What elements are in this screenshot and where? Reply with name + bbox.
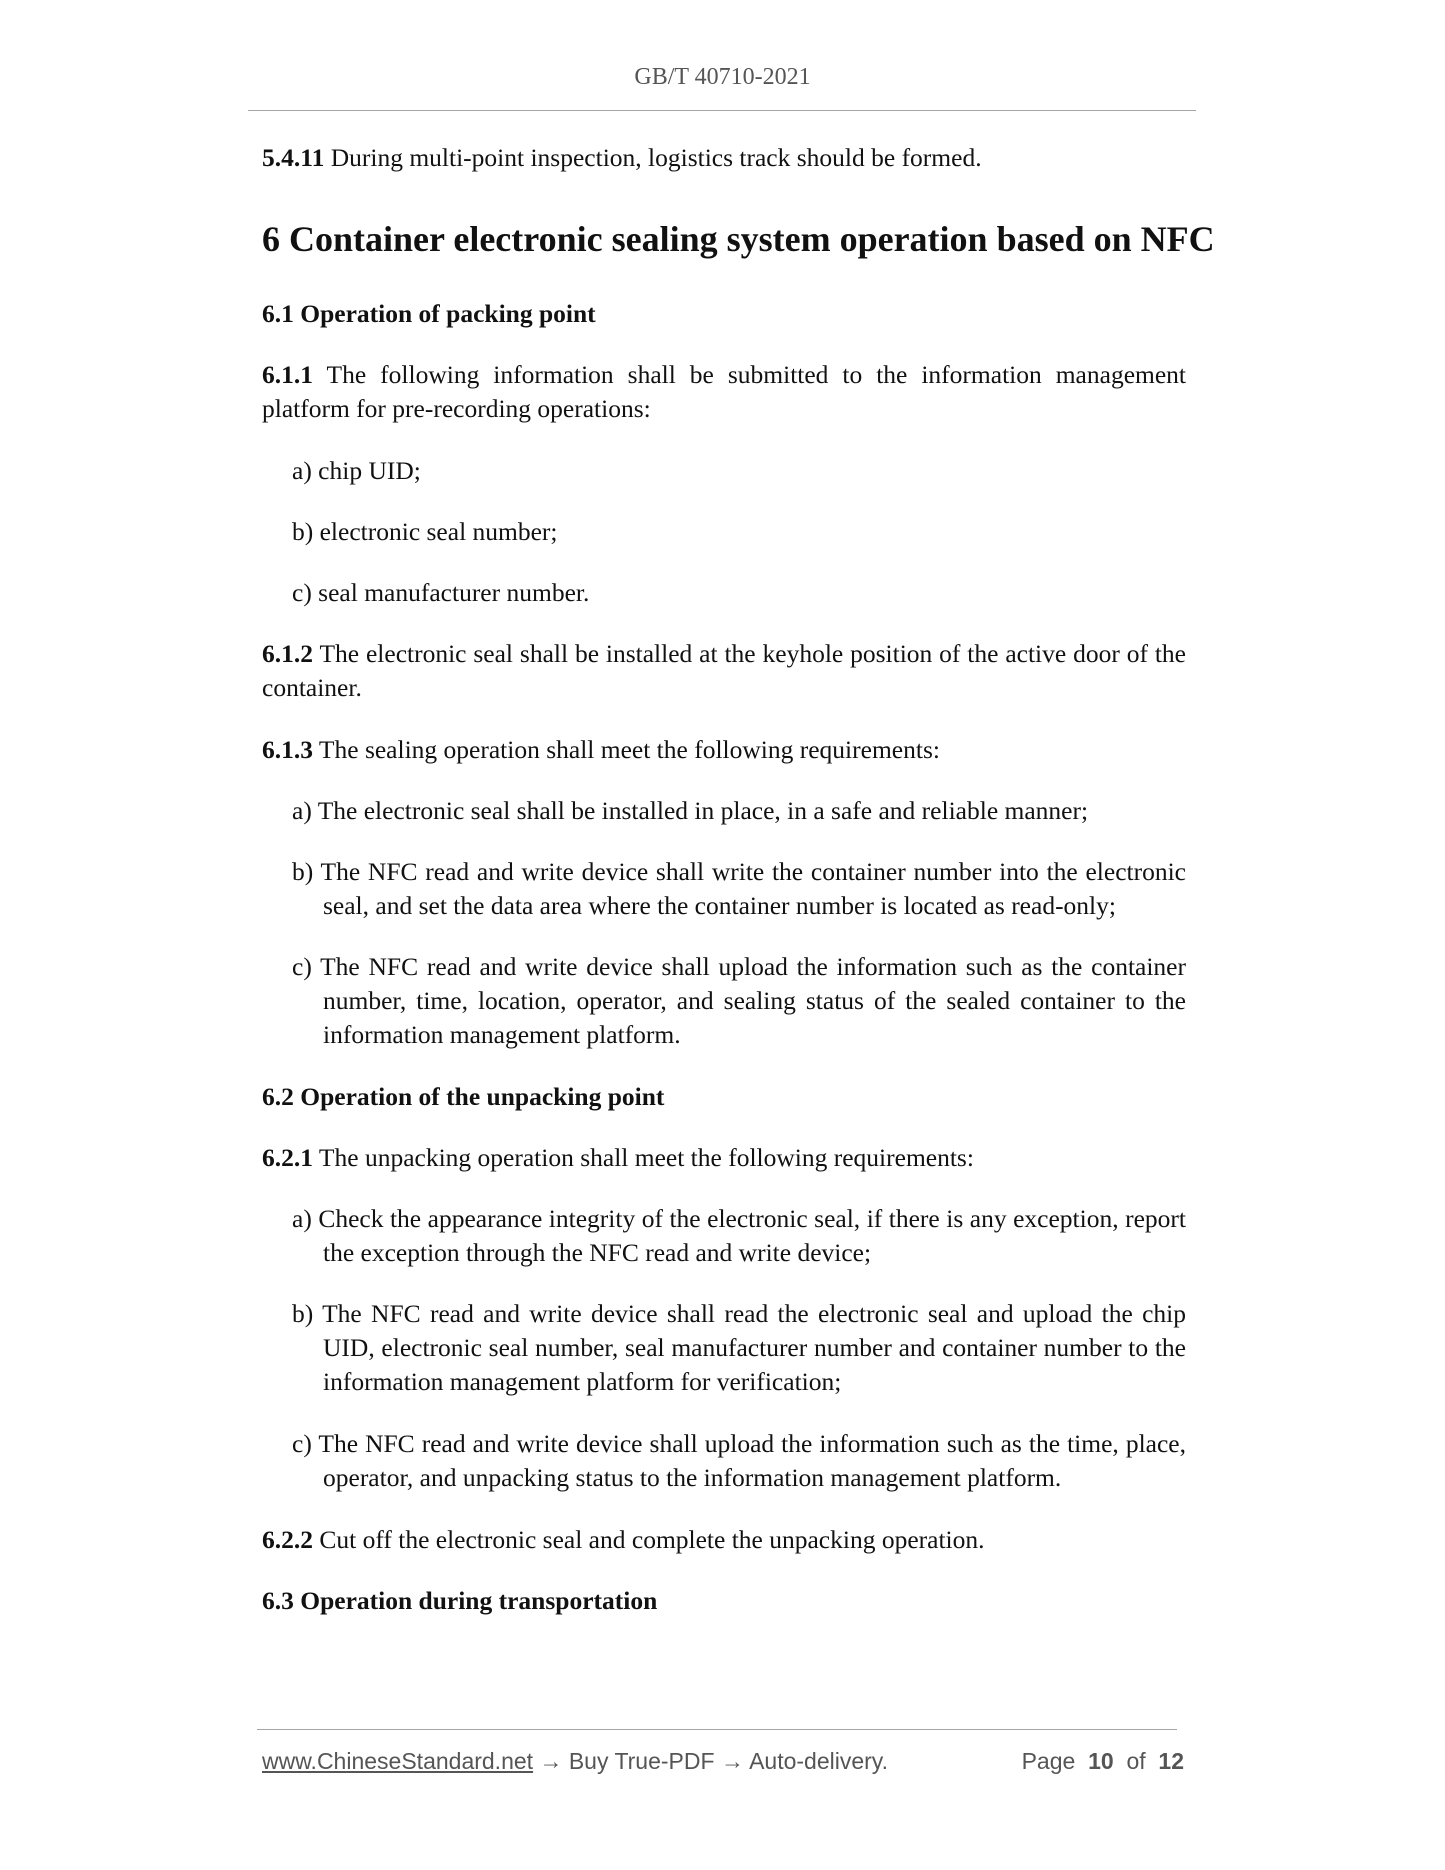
section-6-heading: 6 Container electronic sealing system operation based on NFC [262, 219, 1215, 259]
clause-6-1-2 [262, 637, 1186, 705]
section-6-2-heading: 6.2 Operation of the unpacking point [262, 1082, 665, 1111]
list-item: b) The NFC read and write device shall write the container number into the electronic seal, and set the data area where the container number is located as read-only; [292, 857, 1186, 920]
clause-number: 5.4.11 [262, 143, 325, 172]
header-divider [248, 110, 1196, 111]
arrow-icon: → [533, 1748, 569, 1774]
clause-6-1-1 [262, 358, 1186, 426]
list-item: c) The NFC read and write device shall upload the information such as the time, place, operator, and unpacking status to the information management platform. [292, 1429, 1186, 1492]
page-indicator [1022, 1748, 1184, 1775]
of-label: of [1126, 1748, 1146, 1774]
clause-text: During multi-point inspection, logistics track should be formed. [330, 143, 982, 172]
list-item: c) seal manufacturer number. [292, 578, 590, 607]
section-6-1-heading: 6.1 Operation of packing point [262, 299, 596, 328]
clause-text: The electronic seal shall be installed at the keyhole position of the active door of the container. [262, 639, 1187, 702]
clause-number: 6.1.3 [262, 735, 313, 764]
site-link[interactable]: www.ChineseStandard.net [262, 1748, 534, 1774]
clause-text: The sealing operation shall meet the following requirements: [318, 735, 940, 764]
clause-text: The unpacking operation shall meet the following requirements: [318, 1143, 974, 1172]
list-item: a) The electronic seal shall be installed in place, in a safe and reliable manner; [292, 796, 1089, 825]
clause-text: The following information shall be submitted to the information management platform for pre-recording operations: [262, 360, 1186, 423]
page-number: 10 [1088, 1748, 1114, 1774]
clause-6-2-1 [262, 1141, 1186, 1175]
clause-number: 6.2.2 [262, 1525, 313, 1554]
list-item: c) The NFC read and write device shall upload the information such as the container number, time, location, operator, and sealing status of the sealed container to the information management platform. [292, 952, 1186, 1049]
document-code: GB/T 40710-2021 [634, 64, 811, 90]
list-item: a) Check the appearance integrity of the electronic seal, if there is any exception, report the exception through the NFC read and write device; [292, 1204, 1186, 1267]
delivery-text: Auto-delivery. [749, 1748, 888, 1774]
clause-6-2-2 [262, 1523, 1186, 1557]
page-total: 12 [1158, 1748, 1184, 1774]
footer-divider [257, 1729, 1177, 1730]
list-item: b) The NFC read and write device shall read the electronic seal and upload the chip UID, electronic seal number, seal manufacturer number and container number to the information management platform for verification; [292, 1299, 1186, 1396]
buy-text: Buy True-PDF [568, 1748, 715, 1774]
clause-number: 6.2.1 [262, 1143, 313, 1172]
section-6-3-heading: 6.3 Operation during transportation [262, 1586, 658, 1615]
page-footer [262, 1748, 1184, 1782]
page-label: Page [1021, 1748, 1076, 1774]
arrow-icon: → [714, 1748, 750, 1774]
list-item: a) chip UID; [292, 456, 421, 485]
clause-number: 6.1.2 [262, 639, 313, 668]
clause-6-1-3 [262, 733, 1186, 767]
footer-promo [262, 1748, 888, 1775]
clause-number: 6.1.1 [262, 360, 313, 389]
clause-text: Cut off the electronic seal and complete the unpacking operation. [319, 1525, 985, 1554]
clause-5-4-11 [262, 141, 1186, 175]
list-item: b) electronic seal number; [292, 517, 558, 546]
